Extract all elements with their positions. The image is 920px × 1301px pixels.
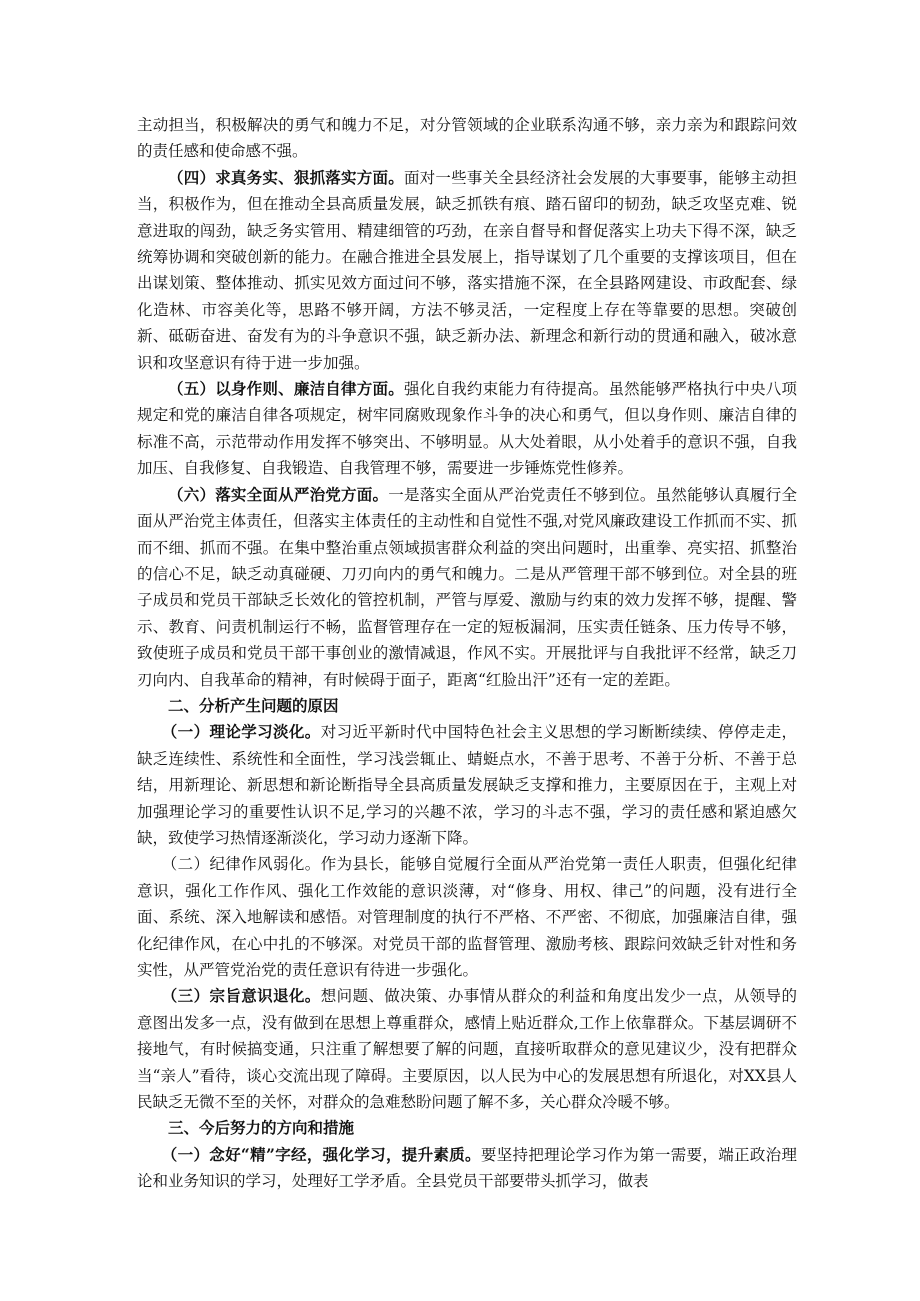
section-heading-causes: 二、分析产生问题的原因 (168, 695, 339, 715)
section-heading-measures: 三、今后努力的方向和措施 (168, 1118, 355, 1138)
paragraph-text: 强化自我约束能力有待提高。虽然能够严格执行中央八项规定和党的廉洁自律各项规定，树牢同腐败现象作斗争的决心和勇气，但以身作则、廉洁自律的标准不高，示范带动作用发挥不够突出、不够明显。从大处着眼，从小处着手的意识不强，自我加压、自我修复、自我锻造、自我管理不够，需要进一步锤炼党性修养。 (137, 380, 797, 478)
paragraph-continuation (137, 112, 797, 165)
paragraph-text: （二）纪律作风弱化。作为县长，能够自觉履行全面从严治党第一责任人职责，但强化纪律意识，强化工作作风、强化工作效能的意识淡薄，对“修身、用权、律己”的问题，没有进行全面、系统、深入地解读和感悟。对管理制度的执行不严格、不严密、不彻底，加强廉洁自律，强化纪律作风，在心中扎的不够深。对党员干部的监督管理、激励考核、跟踪问效缺乏针对性和务实性，从严管党治党的责任意识有待进一步强化。 (137, 855, 797, 979)
paragraph-text: 对习近平新时代中国特色社会主义思想的学习断断续续、停停走走，缺乏连续性、系统性和全面性，学习浅尝辄止、蜻蜓点水，不善于思考、不善于分析、不善于总结，用新理论、新思想和新论断指导全县高质量发展缺乏支撑和推力，主要原因在于，主观上对加强理论学习的重要性认识不足,学习的兴趣不浓，学习的斗志不强，学习的责任感和紧迫感欠缺，致使学习热情逐渐淡化，学习动力逐渐下降。 (137, 723, 797, 847)
paragraph-heading: （一）理论学习淡化。 (161, 722, 321, 742)
paragraph-heading: （六）落实全面从严治党方面。 (168, 484, 389, 504)
paragraph-heading: （三）宗旨意识退化。 (161, 986, 321, 1006)
paragraph-text: 一是落实全面从严治党责任不够到位。虽然能够认真履行全面从严治党主体责任，但落实主体责任的主动性和自觉性不强,对党风廉政建设工作抓而不实、抓而不细、抓而不强。在集中整治重点领域损害群众利益的突出问题时，出重拳、亮实招、抓整治的信心不足，缺乏动真碰硬、刀刃向内的勇气和魄力。二是从严管理干部不够到位。对全县的班子成员和党员干部缺乏长效化的管控机制，严管与厚爱、激励与约束的效力发挥不够，提醒、警示、教育、问责机制运行不畅，监督管理存在一定的短板漏洞，压实责任链条、压力传导不够，致使班子成员和党员干部干事创业的激情减退，作风不实。开展批评与自我批评不经常，缺乏刀刃向内、自我革命的精神，有时候碍于面子，距离“红脸出汗”还有一定的差距。 (137, 485, 797, 689)
paragraph-heading: （五）以身作则、廉洁自律方面。 (168, 379, 404, 399)
paragraph-purpose-awareness (137, 983, 797, 1115)
paragraph-text: 要坚持把理论学习作为第一需要，端正政治理论和业务知识的学习，处理好工学矛盾。全县党员干部要带头抓学习，做表 (137, 1145, 797, 1191)
paragraph-study-measures (137, 1142, 797, 1195)
paragraph-pragmatic-implementation (137, 165, 797, 376)
paragraph-heading: （一）念好“精”字经，强化学习，提升素质。 (161, 1144, 481, 1164)
paragraph-self-discipline (137, 376, 797, 482)
paragraph-discipline-style (137, 851, 797, 983)
document-page (137, 112, 797, 1195)
paragraph-theory-study (137, 719, 797, 851)
paragraph-text: 想问题、做决策、办事情从群众的利益和角度出发少一点，从领导的意图出发多一点，没有做到在思想上尊重群众，感情上贴近群众,工作上依靠群众。下基层调研不接地气，有时候搞变通，只注重了解想要了解的问题，直接听取群众的意见建议少，没有把群众当“亲人”看待，谈心交流出现了障碍。主要原因，以人民为中心的发展思想有所退化，对XX县人民缺乏无微不至的关怀，对群众的急难愁盼问题了解不多，关心群众冷暖不够。 (137, 987, 797, 1112)
paragraph-heading: （四）求真务实、狠抓落实方面。 (168, 167, 404, 187)
paragraph-text: 面对一些事关全县经济社会发展的大事要事，能够主动担当，积极作为，但在推动全县高质量发展，缺乏抓铁有痕、踏石留印的韧劲，缺乏攻坚克难、锐意进取的闯劲，缺乏务实管用、精建细管的巧劲，在亲自督导和督促落实上功夫下得不深，缺乏统筹协调和突破创新的能力。在融合推进全县发展上，指导谋划了几个重要的支撑该项目，但在出谋划策、整体推动、抓实见效方面过问不够，落实措施不深，在全县路网建设、市政配套、绿化造林、市容美化等，思路不够开阔，方法不够灵活，一定程度上存在等靠要的思想。突破创新、砥砺奋进、奋发有为的斗争意识不强，缺乏新办法、新理念和新行动的贯通和融入，破冰意识和攻坚意识有待于进一步加强。 (137, 168, 797, 372)
paragraph-party-governance (137, 482, 797, 693)
paragraph-text: 主动担当，积极解决的勇气和魄力不足，对分管领域的企业联系沟通不够，亲力亲为和跟踪问效的责任感和使命感不强。 (137, 116, 797, 161)
